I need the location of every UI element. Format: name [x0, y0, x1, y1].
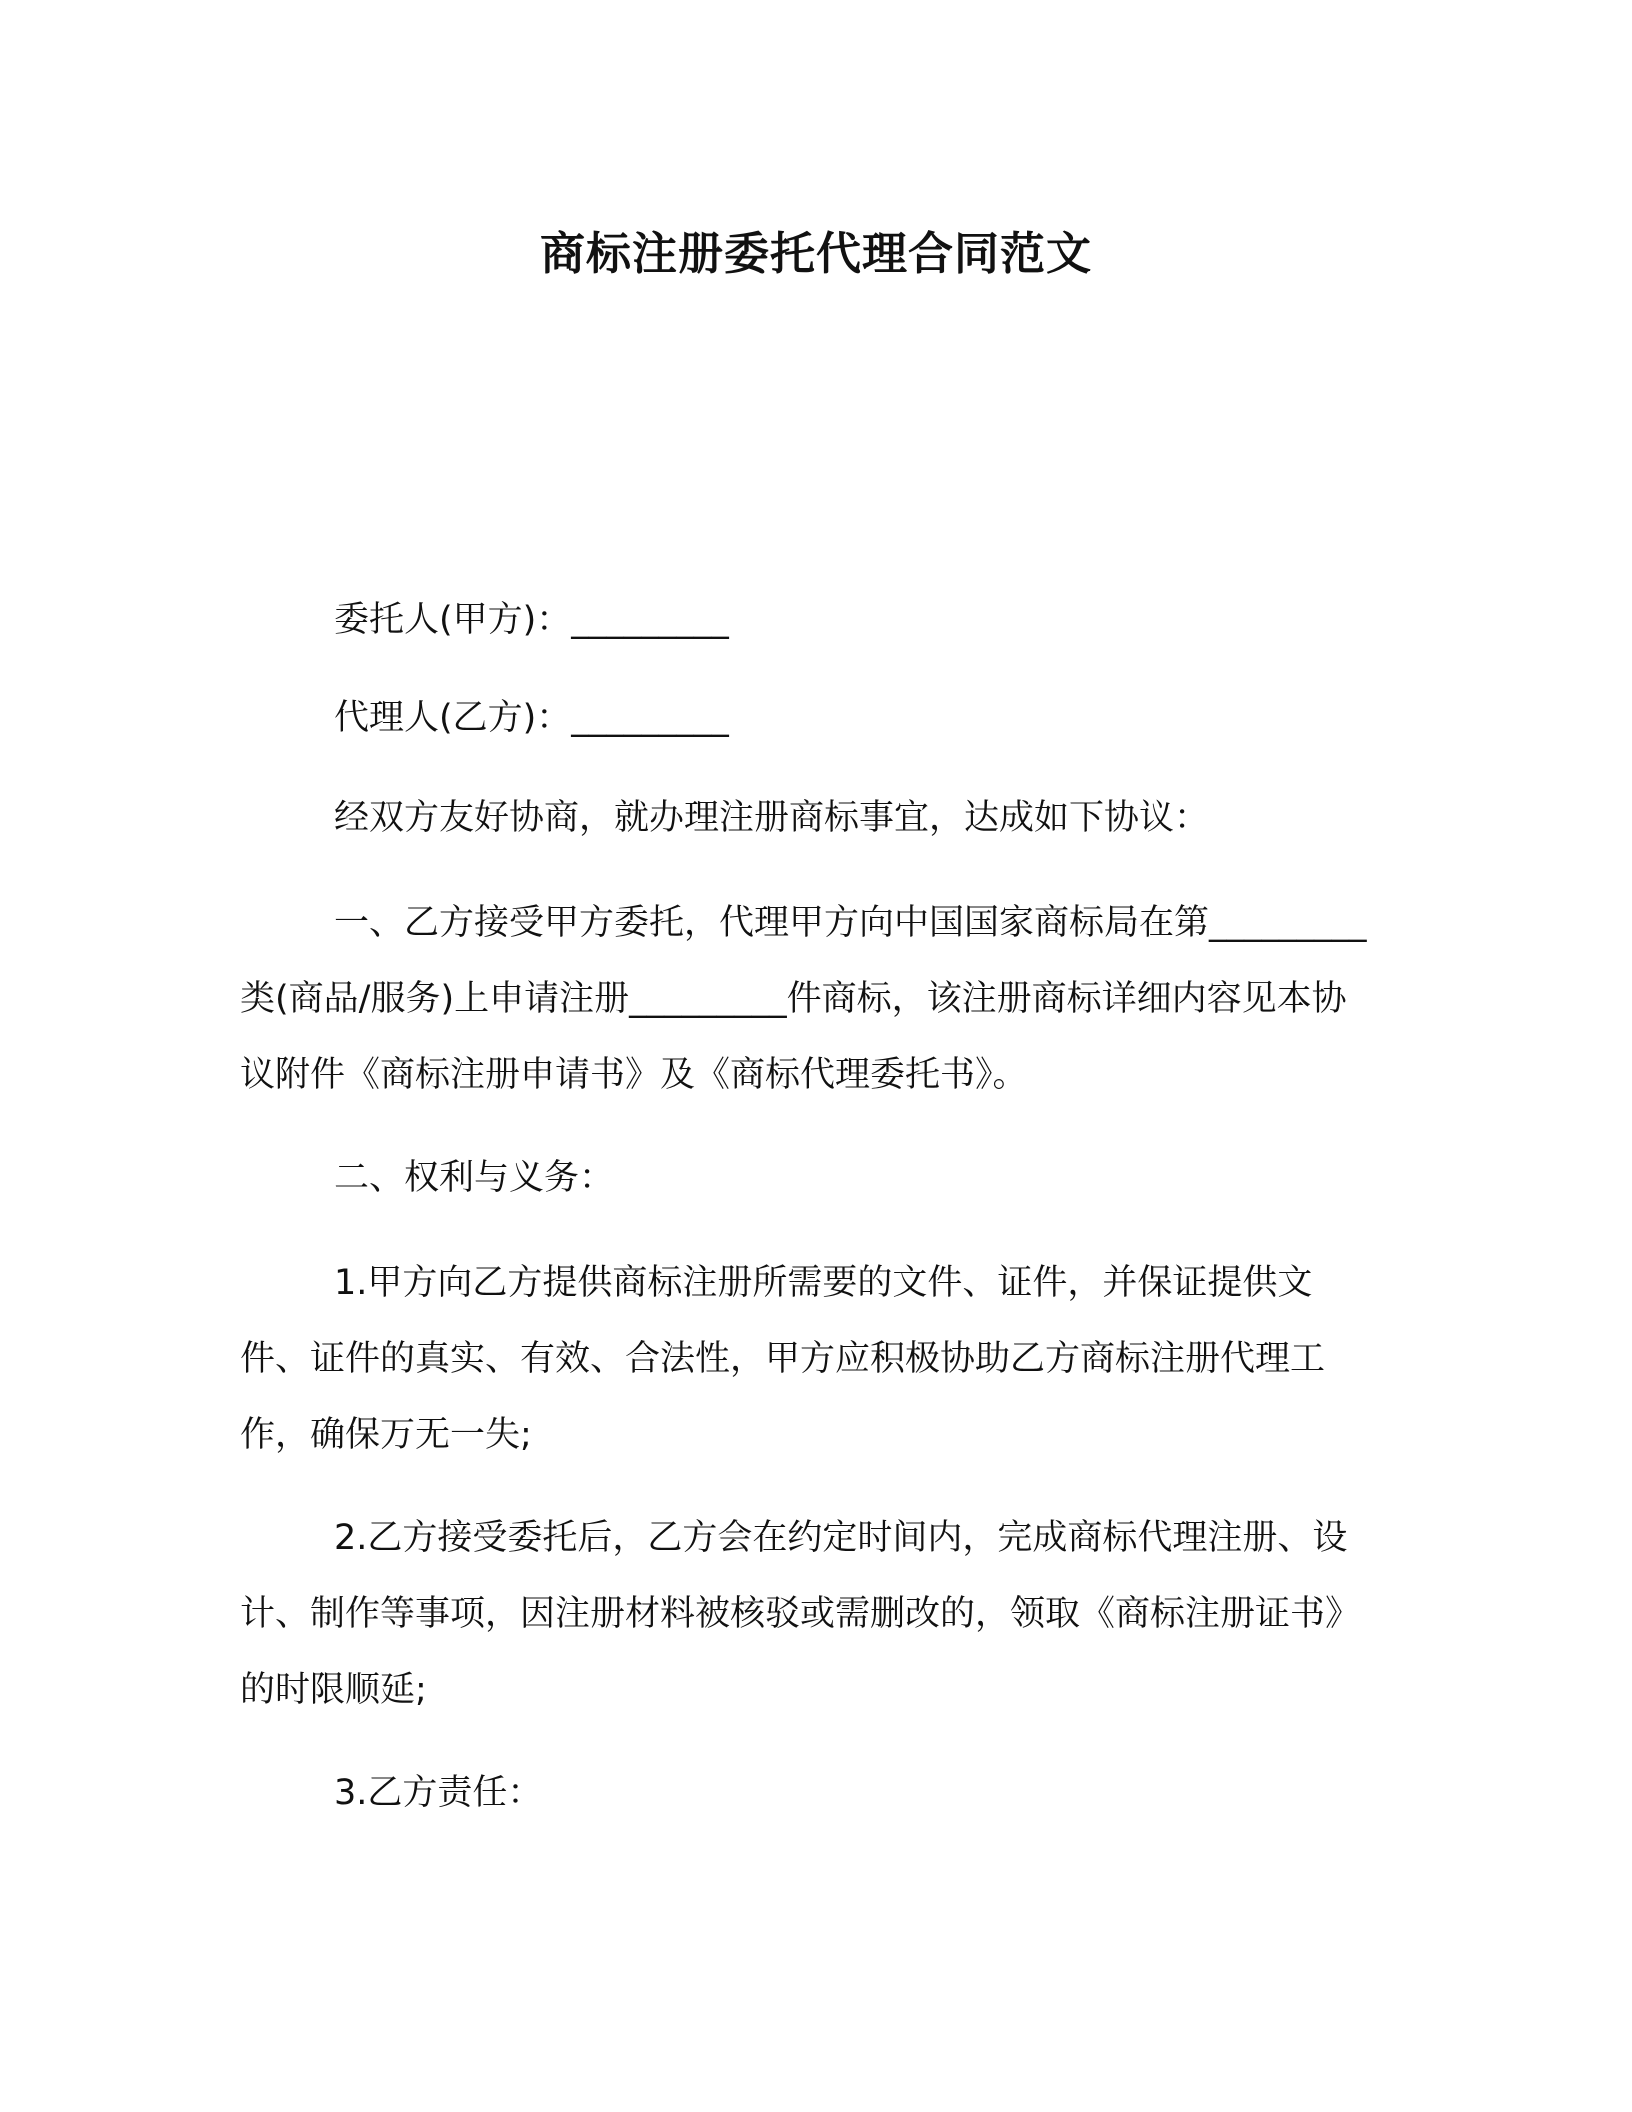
clause-2-heading: 二、权利与义务： [334, 1158, 615, 1198]
preamble-paragraph: 经双方友好协商，就办理注册商标事宜，达成如下协议： [334, 798, 1210, 838]
document-title: 商标注册委托代理合同范文 [539, 227, 1092, 280]
clause-1-paragraph: 一、乙方接受甲方委托，代理甲方向中国国家商标局在第_________类(商品/服务)上申请注册_________件商标，该注册商标详细内容见本协议附件《商标注册申请书》及《商标代理委托书》。 [240, 903, 1367, 1095]
agent-party-line: 代理人(乙方)：_________ [334, 698, 729, 738]
client-party-line: 委托人(甲方)：_________ [334, 600, 729, 640]
clause-2-item-2: 2.乙方接受委托后，乙方会在约定时间内，完成商标代理注册、设计、制作等事项，因注册材料被核驳或需删改的，领取《商标注册证书》的时限顺延; [240, 1518, 1361, 1710]
clause-2-item-1: 1.甲方向乙方提供商标注册所需要的文件、证件，并保证提供文件、证件的真实、有效、合法性，甲方应积极协助乙方商标注册代理工作，确保万无一失; [240, 1263, 1326, 1455]
clause-2-item-3: 3.乙方责任： [334, 1773, 543, 1813]
